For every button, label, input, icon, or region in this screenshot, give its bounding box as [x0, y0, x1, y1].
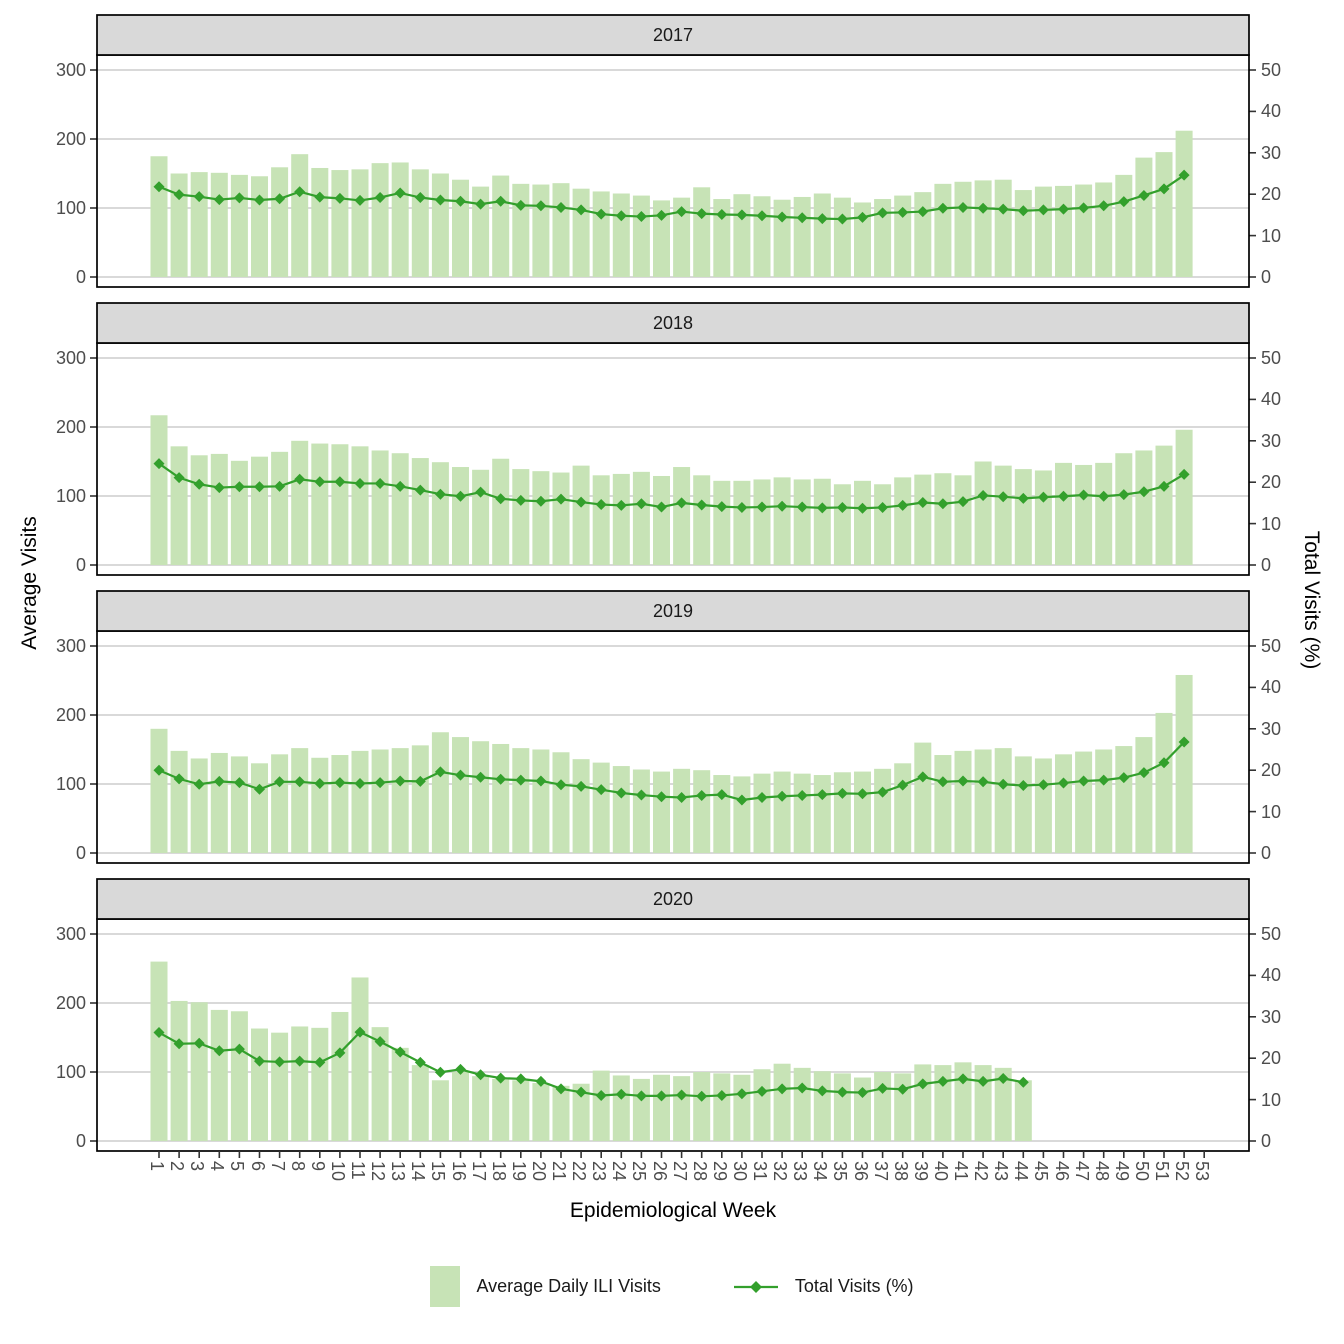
ili-bar	[211, 454, 228, 565]
ili-bar	[512, 184, 529, 277]
ili-bar	[532, 1083, 549, 1141]
ili-bar	[1095, 750, 1112, 854]
ili-bar	[251, 176, 268, 277]
ili-bar	[1115, 453, 1132, 565]
ili-bar	[171, 751, 188, 853]
legend-line-label: Total Visits (%)	[794, 1276, 914, 1296]
ili-bar	[231, 1011, 248, 1141]
right-axis-tick-label: 0	[1261, 1131, 1272, 1151]
right-axis-tick-label: 10	[1261, 513, 1282, 534]
ili-bar	[1135, 158, 1152, 277]
ili-bar	[452, 737, 469, 853]
ili-bar	[774, 1064, 791, 1141]
ili-bar	[633, 472, 650, 565]
x-axis-tick-label: 10	[327, 1161, 348, 1182]
ili-bar	[975, 750, 992, 854]
ili-bar	[814, 775, 831, 853]
x-axis-tick-label: 44	[1011, 1161, 1032, 1182]
ili-bar	[693, 1072, 710, 1141]
x-axis-tick-label: 34	[810, 1161, 831, 1182]
right-axis-tick-label: 30	[1261, 718, 1282, 739]
ili-bar	[271, 754, 288, 853]
ili-bar	[633, 196, 650, 277]
ili-bar	[191, 172, 208, 277]
ili-bar	[934, 184, 951, 277]
left-axis-tick-label: 300	[55, 924, 86, 944]
ili-bar	[573, 759, 590, 853]
right-axis-tick-label: 40	[1261, 101, 1282, 122]
ili-bar	[1035, 187, 1052, 277]
ili-bar	[271, 452, 288, 565]
right-axis-tick-label: 0	[1261, 555, 1272, 575]
ili-bar	[914, 192, 931, 277]
left-axis-tick-label: 100	[55, 774, 86, 794]
ili-bar	[1176, 430, 1193, 565]
ili-bar	[331, 1012, 348, 1141]
facet-title-2017: 2017	[652, 25, 694, 45]
ili-bar	[1055, 754, 1072, 853]
ili-bar	[412, 1065, 429, 1141]
x-axis-tick-label: 12	[368, 1161, 389, 1182]
ili-bar	[211, 1010, 228, 1141]
ili-bar	[1156, 152, 1173, 277]
left-axis-tick-label: 100	[55, 198, 86, 218]
ili-bar	[1075, 465, 1092, 565]
ili-bar	[834, 198, 851, 277]
ili-bar	[452, 180, 469, 277]
ili-bar	[914, 475, 931, 565]
ili-bar	[834, 484, 851, 565]
x-axis-title: Epidemiological Week	[569, 1199, 777, 1222]
ili-bar	[975, 180, 992, 277]
ili-bar	[995, 466, 1012, 565]
ili-bar	[432, 462, 449, 565]
ili-bar	[1015, 756, 1032, 853]
ili-bar	[311, 168, 328, 277]
ili-bar	[211, 753, 228, 853]
ili-bar	[774, 772, 791, 853]
right-axis-tick-label: 20	[1261, 760, 1282, 781]
ili-bar	[1095, 182, 1112, 277]
right-axis-tick-label: 20	[1261, 1048, 1282, 1069]
ili-bar	[311, 444, 328, 565]
left-axis-tick-label: 100	[55, 1062, 86, 1082]
x-axis-tick-label: 22	[569, 1161, 590, 1182]
x-axis-tick-label: 26	[649, 1161, 670, 1182]
left-axis-tick-label: 0	[75, 555, 86, 575]
ili-bar	[331, 170, 348, 277]
ili-bar	[613, 1075, 630, 1141]
ili-bar	[733, 776, 750, 853]
ili-bar	[512, 748, 529, 853]
ili-bar	[452, 467, 469, 565]
x-axis-tick-label: 18	[488, 1161, 509, 1182]
ili-bar	[713, 1073, 730, 1141]
x-axis-tick-label: 50	[1131, 1161, 1152, 1182]
ili-bar	[311, 758, 328, 853]
ili-bar	[352, 169, 369, 277]
ili-bar	[151, 962, 168, 1141]
ili-bar	[231, 756, 248, 853]
ili-bar	[291, 154, 308, 277]
ili-bar	[191, 455, 208, 565]
x-axis-tick-label: 19	[508, 1161, 529, 1182]
ili-bar	[472, 741, 489, 853]
x-axis-tick-label: 30	[729, 1161, 750, 1182]
ili-bar	[171, 174, 188, 278]
ili-bar	[633, 770, 650, 853]
ili-bar	[1176, 131, 1193, 277]
left-axis-tick-label: 100	[55, 486, 86, 506]
ili-bar	[633, 1079, 650, 1141]
x-axis-tick-label: 11	[348, 1161, 368, 1180]
ili-bar	[673, 1076, 690, 1141]
ili-bar	[372, 450, 389, 565]
x-axis-tick-label: 3	[187, 1161, 208, 1172]
ili-bar	[934, 473, 951, 565]
ili-bar	[914, 1064, 931, 1141]
ili-bar	[693, 187, 710, 277]
x-axis-tick-label: 8	[287, 1161, 308, 1172]
legend-bar-swatch	[430, 1266, 460, 1307]
x-axis-tick-label: 9	[307, 1161, 328, 1172]
x-axis-tick-label: 31	[750, 1161, 770, 1182]
ili-bar	[774, 477, 791, 565]
ili-bar	[412, 458, 429, 565]
ili-bar	[291, 748, 308, 853]
ili-bar	[291, 441, 308, 565]
x-axis-tick-label: 36	[850, 1161, 871, 1182]
ili-bar	[673, 769, 690, 853]
right-axis-tick-label: 10	[1261, 801, 1282, 822]
right-axis-tick-label: 10	[1261, 1089, 1282, 1110]
ili-bar	[492, 1079, 509, 1141]
right-axis-tick-label: 30	[1261, 142, 1282, 163]
ili-bar	[894, 477, 911, 565]
ili-bar	[713, 775, 730, 853]
ili-bar	[955, 182, 972, 277]
ili-bar	[211, 173, 228, 277]
left-axis-tick-label: 300	[55, 348, 86, 368]
ili-bar	[794, 197, 811, 277]
ili-bar	[975, 462, 992, 566]
x-axis-tick-label: 5	[227, 1161, 248, 1172]
ili-bar	[934, 755, 951, 853]
ili-bar	[733, 194, 750, 277]
ili-bar	[532, 185, 549, 277]
ili-bar	[1135, 737, 1152, 853]
ili-bar	[452, 1072, 469, 1141]
legend-line-sample	[733, 1278, 779, 1296]
ili-bar	[1176, 675, 1193, 853]
facet-title-2020: 2020	[652, 889, 694, 909]
ili-bar	[573, 466, 590, 565]
ili-bar	[532, 471, 549, 565]
x-axis-tick-label: 52	[1172, 1161, 1193, 1182]
ili-bar	[814, 194, 831, 277]
ili-bar	[171, 1001, 188, 1141]
ili-bar	[231, 175, 248, 277]
ili-bar	[854, 1078, 871, 1141]
ili-bar	[995, 180, 1012, 277]
ili-bar	[352, 977, 369, 1141]
ili-bar	[1156, 446, 1173, 565]
ili-bar	[1095, 463, 1112, 565]
ili-bar	[412, 745, 429, 853]
ili-bar	[593, 763, 610, 853]
ili-bar	[191, 1002, 208, 1141]
ili-bar	[392, 1048, 409, 1141]
ili-bar	[372, 750, 389, 854]
left-axis-tick-label: 200	[55, 129, 86, 149]
ili-bar	[392, 162, 409, 277]
x-axis-tick-label: 49	[1111, 1161, 1132, 1182]
x-axis-tick-label: 45	[1031, 1161, 1052, 1182]
ili-bar	[733, 481, 750, 565]
ili-bar	[834, 772, 851, 853]
facet-panel-2018	[90, 303, 1256, 575]
ili-bar	[191, 758, 208, 853]
right-axis-tick-label: 30	[1261, 1006, 1282, 1027]
ili-bar	[432, 732, 449, 853]
ili-bar	[1115, 175, 1132, 277]
right-axis-tick-label: 50	[1261, 348, 1282, 368]
facet-panel-2017	[90, 15, 1256, 287]
facet-title-2018: 2018	[652, 313, 694, 333]
ili-bar	[1015, 469, 1032, 565]
x-axis-tick-label: 25	[629, 1161, 650, 1182]
ili-bar	[472, 1076, 489, 1141]
ili-bar	[472, 470, 489, 565]
ili-bar	[955, 475, 972, 565]
ili-bar	[874, 769, 891, 853]
ili-bar	[512, 1080, 529, 1141]
ili-bar	[392, 748, 409, 853]
x-axis-tick-label: 41	[951, 1161, 971, 1182]
x-axis-tick-label: 27	[669, 1161, 690, 1182]
ili-bar	[774, 200, 791, 277]
right-axis-tick-label: 20	[1261, 184, 1282, 205]
ili-bar	[814, 1071, 831, 1141]
left-axis-tick-label: 200	[55, 417, 86, 437]
ili-bar	[995, 748, 1012, 853]
ili-bar	[693, 770, 710, 853]
x-axis-tick-label: 40	[930, 1161, 951, 1182]
right-axis-tick-label: 20	[1261, 472, 1282, 493]
right-axis-tick-label: 50	[1261, 636, 1282, 656]
ili-bar	[754, 479, 771, 565]
ili-bar	[271, 167, 288, 277]
ili-bar	[432, 1080, 449, 1141]
x-axis-tick-label: 53	[1192, 1161, 1213, 1182]
right-axis-tick-label: 0	[1261, 843, 1272, 863]
x-axis-tick-label: 46	[1051, 1161, 1072, 1182]
ili-bar	[231, 461, 248, 565]
ili-bar	[593, 1071, 610, 1141]
ili-bar	[331, 755, 348, 853]
ili-bar	[412, 169, 429, 277]
ili-bar	[794, 479, 811, 565]
ili-bar	[151, 156, 168, 277]
ili-bar	[271, 1033, 288, 1141]
ili-bar	[432, 174, 449, 278]
ili-bar	[1075, 185, 1092, 277]
ili-bar	[492, 176, 509, 277]
ili-bar	[1015, 1080, 1032, 1141]
x-axis-tick-label: 20	[528, 1161, 549, 1182]
ili-bar	[492, 459, 509, 565]
ili-bar	[593, 475, 610, 565]
left-axis-tick-label: 0	[75, 1131, 86, 1151]
legend-bar-label: Average Daily ILI Visits	[476, 1276, 661, 1296]
ili-bar	[1035, 758, 1052, 853]
x-axis-tick-label: 4	[207, 1161, 228, 1172]
ili-bar	[1055, 186, 1072, 277]
right-axis-tick-label: 30	[1261, 430, 1282, 451]
ili-bar	[352, 446, 369, 565]
right-axis-tick-label: 40	[1261, 677, 1282, 698]
ili-bar	[532, 750, 549, 854]
ili-bar	[372, 163, 389, 277]
ili-bar	[613, 194, 630, 277]
right-axis-tick-label: 50	[1261, 60, 1282, 80]
x-axis-tick-label: 28	[689, 1161, 710, 1182]
x-axis-tick-label: 51	[1152, 1161, 1172, 1182]
x-axis-tick-label: 35	[830, 1161, 851, 1182]
ili-bar	[1115, 746, 1132, 853]
ili-bar	[553, 473, 570, 565]
x-axis-tick-label: 24	[609, 1161, 630, 1182]
x-axis-tick-label: 47	[1071, 1161, 1092, 1182]
x-axis-tick-label: 17	[468, 1161, 489, 1182]
ili-bar	[593, 191, 610, 277]
ili-bar	[251, 1029, 268, 1141]
x-axis-tick-label: 1	[147, 1161, 167, 1172]
right-axis-tick-label: 40	[1261, 389, 1282, 410]
ili-bar	[1035, 470, 1052, 565]
x-axis-tick-label: 16	[448, 1161, 469, 1182]
ili-bar	[251, 457, 268, 565]
x-axis-tick-label: 37	[870, 1161, 891, 1182]
ili-bar	[854, 772, 871, 853]
ili-bar	[713, 481, 730, 565]
ili-bar	[733, 1075, 750, 1141]
left-axis-tick-label: 300	[55, 60, 86, 80]
ili-bar	[1135, 450, 1152, 565]
right-axis-tick-label: 10	[1261, 225, 1282, 246]
ili-bar	[854, 481, 871, 565]
facet-title-2019: 2019	[652, 601, 694, 621]
facet-panel-2019	[90, 591, 1256, 863]
ili-bar	[834, 1073, 851, 1141]
x-axis-tick-label: 42	[971, 1161, 992, 1182]
ili-bar	[331, 444, 348, 565]
x-axis-tick-label: 21	[549, 1161, 569, 1182]
ili-bar	[754, 1069, 771, 1141]
ili-bar	[251, 763, 268, 853]
left-axis-tick-label: 300	[55, 636, 86, 656]
ili-bar	[553, 752, 570, 853]
left-axis-tick-label: 0	[75, 267, 86, 287]
left-axis-tick-label: 0	[75, 843, 86, 863]
ili-bar	[794, 774, 811, 853]
ili-bar	[754, 774, 771, 853]
x-axis-tick-label: 48	[1091, 1161, 1112, 1182]
left-axis-tick-label: 200	[55, 705, 86, 725]
x-axis-tick-label: 32	[770, 1161, 791, 1182]
ili-bar	[794, 1068, 811, 1141]
x-axis-tick-label: 39	[910, 1161, 931, 1182]
x-axis-tick-label: 14	[408, 1161, 429, 1182]
right-axis-tick-label: 50	[1261, 924, 1282, 944]
ili-bar	[311, 1028, 328, 1141]
ili-bar	[814, 479, 831, 565]
x-axis-tick-label: 43	[991, 1161, 1012, 1182]
ili-bar	[151, 415, 168, 565]
ili-bar	[573, 189, 590, 277]
ili-bar	[653, 476, 670, 565]
ili-bar	[291, 1026, 308, 1141]
x-axis-tick-label: 38	[890, 1161, 911, 1182]
ili-bar	[1156, 713, 1173, 853]
ili-bar	[1055, 463, 1072, 565]
ili-bar	[874, 484, 891, 565]
ili-bar	[553, 183, 570, 277]
left-axis-tick-label: 200	[55, 993, 86, 1013]
right-axis-tick-label: 40	[1261, 965, 1282, 986]
x-axis-tick-label: 33	[790, 1161, 811, 1182]
ili-bar	[955, 751, 972, 853]
ili-bar	[151, 729, 168, 853]
ili-bar	[693, 475, 710, 565]
right-axis-title: Total Visits (%)	[1300, 530, 1323, 670]
x-axis-tick-label: 13	[388, 1161, 409, 1182]
ili-bar	[613, 474, 630, 565]
left-axis-title: Average Visits	[18, 516, 41, 650]
ili-bar	[894, 763, 911, 853]
ili-bar	[653, 772, 670, 853]
ili-bar	[754, 196, 771, 277]
ili-bar	[492, 744, 509, 853]
ili-bar	[914, 743, 931, 853]
ili-bar	[874, 1072, 891, 1141]
x-axis-tick-label: 6	[247, 1161, 268, 1172]
ili-bar	[392, 453, 409, 565]
x-axis-tick-label: 7	[267, 1161, 288, 1172]
x-axis-tick-label: 2	[167, 1161, 188, 1172]
panel-background	[97, 919, 1249, 1151]
facet-panel-2020	[90, 879, 1256, 1151]
x-axis-tick-label: 29	[709, 1161, 730, 1182]
legend	[0, 1266, 1344, 1307]
ili-bar	[512, 469, 529, 565]
ili-bar	[653, 1075, 670, 1141]
x-axis-tick-label: 23	[589, 1161, 610, 1182]
ili-bar	[352, 751, 369, 853]
right-axis-tick-label: 0	[1261, 267, 1272, 287]
ili-bar	[894, 1073, 911, 1141]
legend-line-swatch	[733, 1278, 779, 1296]
x-axis-tick-label: 15	[428, 1161, 449, 1182]
ili-bar	[1015, 190, 1032, 277]
ili-bar	[673, 467, 690, 565]
ili-bar	[1075, 752, 1092, 853]
ili-bar	[613, 766, 630, 853]
ili-bar	[171, 446, 188, 565]
